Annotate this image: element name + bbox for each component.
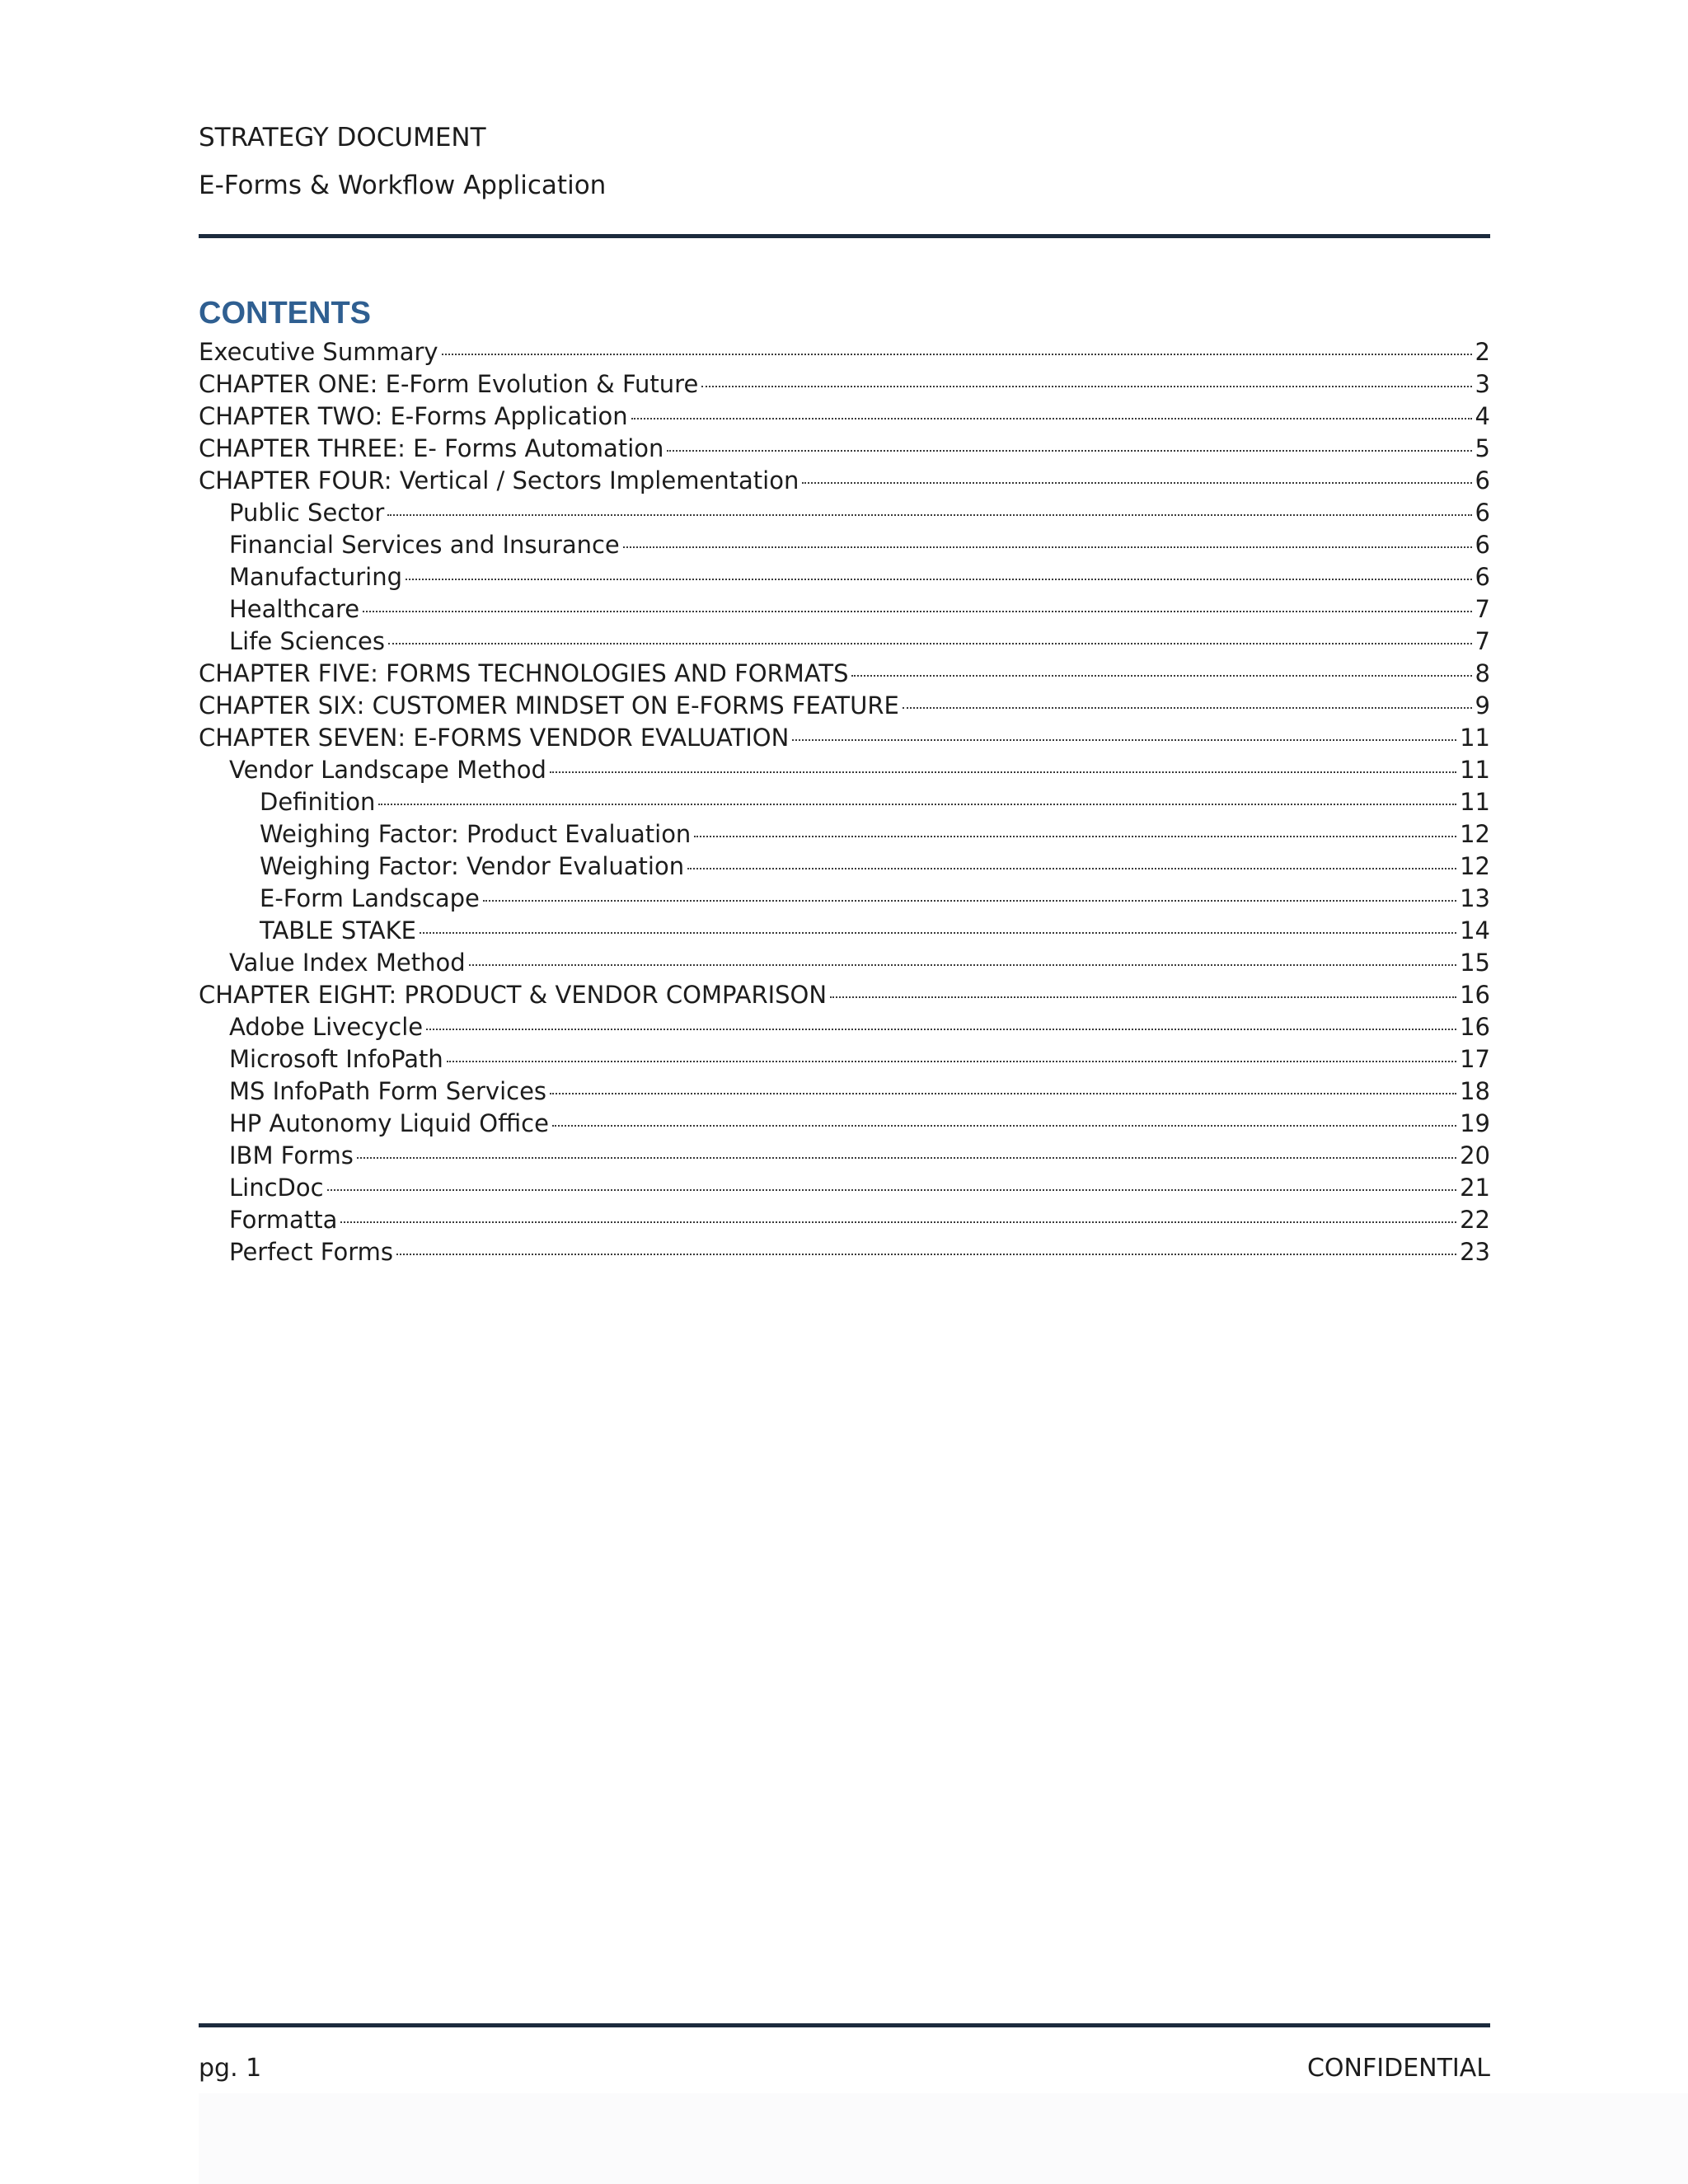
toc-entry-page: 4 xyxy=(1475,402,1490,430)
toc-entry-label: Vendor Landscape Method xyxy=(229,756,546,784)
toc-entry[interactable] xyxy=(199,658,1490,690)
toc-entry-page: 11 xyxy=(1460,724,1490,752)
toc-dot-leader xyxy=(442,354,1472,355)
toc-entry[interactable] xyxy=(199,401,1490,433)
toc-entry[interactable] xyxy=(199,1011,1490,1043)
toc-dot-leader xyxy=(420,932,1456,934)
toc-entry-page: 2 xyxy=(1475,338,1490,366)
toc-entry-label: CHAPTER FIVE: FORMS TECHNOLOGIES AND FORMATS xyxy=(199,659,849,687)
toc-entry[interactable] xyxy=(199,529,1490,561)
header-divider xyxy=(199,234,1490,238)
toc-entry-label: CHAPTER SIX: CUSTOMER MINDSET ON E-FORMS FEATURE xyxy=(199,691,899,719)
toc-dot-leader xyxy=(631,418,1472,419)
toc-entry-label: HP Autonomy Liquid Office xyxy=(229,1109,549,1137)
toc-entry-label: TABLE STAKE xyxy=(260,916,416,944)
toc-dot-leader xyxy=(687,868,1456,869)
toc-entry-label: Formatta xyxy=(229,1206,338,1234)
toc-entry-page: 21 xyxy=(1460,1174,1490,1202)
toc-entry-label: CHAPTER ONE: E-Form Evolution & Future xyxy=(199,370,699,398)
toc-entry[interactable] xyxy=(199,561,1490,593)
toc-entry-page: 16 xyxy=(1460,981,1490,1009)
toc-dot-leader xyxy=(387,514,1471,516)
toc-entry-page: 20 xyxy=(1460,1141,1490,1169)
toc-entry-label: Value Index Method xyxy=(229,949,466,977)
toc-entry-page: 15 xyxy=(1460,949,1490,977)
toc-entry[interactable] xyxy=(199,690,1490,722)
toc-entry[interactable] xyxy=(199,593,1490,626)
toc-entry-label: CHAPTER SEVEN: E-FORMS VENDOR EVALUATION xyxy=(199,724,790,752)
toc-entry-page: 13 xyxy=(1460,884,1490,912)
toc-entry-page: 18 xyxy=(1460,1077,1490,1105)
toc-entry[interactable] xyxy=(199,786,1490,818)
toc-dot-leader xyxy=(550,771,1456,773)
toc-entry-page: 6 xyxy=(1475,531,1490,559)
toc-dot-leader xyxy=(802,482,1471,484)
toc-entry-label: Public Sector xyxy=(229,499,385,527)
toc-dot-leader xyxy=(667,450,1471,452)
confidential-label: CONFIDENTIAL xyxy=(1306,2054,1490,2083)
toc-heading: CONTENTS xyxy=(199,296,371,330)
toc-dot-leader xyxy=(363,611,1471,612)
toc-entry-label: CHAPTER FOUR: Vertical / Sectors Implementation xyxy=(199,466,799,494)
toc-entry-page: 11 xyxy=(1460,756,1490,784)
toc-entry-page: 8 xyxy=(1475,659,1490,687)
toc-entry-page: 3 xyxy=(1475,370,1490,398)
toc-dot-leader xyxy=(552,1125,1456,1127)
toc-entry-label: E-Form Landscape xyxy=(260,884,480,912)
toc-entry-label: MS InfoPath Form Services xyxy=(229,1077,547,1105)
page-footer xyxy=(199,2048,1490,2089)
toc-entry-label: Healthcare xyxy=(229,595,360,623)
toc-entry-label: Microsoft InfoPath xyxy=(229,1045,443,1073)
document-type: STRATEGY DOCUMENT xyxy=(199,123,486,152)
toc-dot-leader xyxy=(388,643,1472,644)
toc-entry[interactable] xyxy=(199,851,1490,883)
toc-entry-page: 11 xyxy=(1460,788,1490,816)
toc-dot-leader xyxy=(701,386,1471,387)
toc-entry-label: Weighing Factor: Product Evaluation xyxy=(260,820,692,848)
toc-dot-leader xyxy=(378,804,1456,805)
toc-entry[interactable] xyxy=(199,626,1490,658)
toc-entry-label: Perfect Forms xyxy=(229,1238,393,1266)
toc-entry[interactable] xyxy=(199,722,1490,754)
toc-entry[interactable] xyxy=(199,1204,1490,1236)
toc-entry-page: 14 xyxy=(1460,916,1490,944)
toc-entry[interactable] xyxy=(199,947,1490,979)
toc-dot-leader xyxy=(447,1061,1456,1062)
toc-entry[interactable] xyxy=(199,1236,1490,1268)
toc-entry-page: 6 xyxy=(1475,466,1490,494)
toc-entry-page: 12 xyxy=(1460,852,1490,880)
footer-divider xyxy=(199,2023,1490,2027)
toc-entry-label: Financial Services and Insurance xyxy=(229,531,620,559)
page-header xyxy=(199,114,1490,209)
toc-entry-label: Weighing Factor: Vendor Evaluation xyxy=(260,852,685,880)
toc-dot-leader xyxy=(469,964,1456,966)
toc-dot-leader xyxy=(623,546,1472,548)
toc-entry[interactable] xyxy=(199,368,1490,401)
toc-entry[interactable] xyxy=(199,336,1490,368)
toc-entry[interactable] xyxy=(199,1172,1490,1204)
toc-entry-page: 12 xyxy=(1460,820,1490,848)
toc-entry[interactable] xyxy=(199,465,1490,497)
toc-dot-leader xyxy=(694,836,1456,837)
toc-entry[interactable] xyxy=(199,497,1490,529)
toc-entry[interactable] xyxy=(199,1140,1490,1172)
toc-entry[interactable] xyxy=(199,915,1490,947)
toc-dot-leader xyxy=(396,1254,1456,1255)
toc-entry[interactable] xyxy=(199,883,1490,915)
toc-entry-label: Definition xyxy=(260,788,376,816)
toc-entry[interactable] xyxy=(199,1043,1490,1076)
toc-entry-label: Manufacturing xyxy=(229,563,402,591)
toc-dot-leader xyxy=(357,1157,1456,1159)
toc-dot-leader xyxy=(426,1029,1456,1030)
toc-dot-leader xyxy=(903,707,1472,709)
toc-entry-label: Executive Summary xyxy=(199,338,438,366)
toc-entry-page: 22 xyxy=(1460,1206,1490,1234)
toc-entry[interactable] xyxy=(199,433,1490,465)
toc-entry[interactable] xyxy=(199,1108,1490,1140)
toc-entry-label: CHAPTER THREE: E- Forms Automation xyxy=(199,434,664,462)
toc-entry[interactable] xyxy=(199,754,1490,786)
toc-entry-page: 7 xyxy=(1475,627,1490,655)
toc-entry-label: IBM Forms xyxy=(229,1141,354,1169)
toc-entry-label: CHAPTER TWO: E-Forms Application xyxy=(199,402,628,430)
toc-entry[interactable] xyxy=(199,979,1490,1011)
toc-entry-label: CHAPTER EIGHT: PRODUCT & VENDOR COMPARISON xyxy=(199,981,828,1009)
page-number: pg. 1 xyxy=(199,2054,262,2083)
toc-entry-page: 7 xyxy=(1475,595,1490,623)
toc-dot-leader xyxy=(792,739,1456,741)
document-title: E-Forms & Workflow Application xyxy=(199,171,607,200)
toc-entry[interactable] xyxy=(199,1076,1490,1108)
toc-entry-page: 17 xyxy=(1460,1045,1490,1073)
toc-dot-leader xyxy=(830,996,1456,998)
toc-entry-page: 9 xyxy=(1475,691,1490,719)
toc-entry-label: Life Sciences xyxy=(229,627,386,655)
page-shadow xyxy=(199,2093,1688,2184)
toc-entry-label: Adobe Livecycle xyxy=(229,1013,424,1041)
toc-entry-page: 6 xyxy=(1475,563,1490,591)
toc-dot-leader xyxy=(406,579,1472,580)
toc-entry-page: 19 xyxy=(1460,1109,1490,1137)
toc-dot-leader xyxy=(483,900,1456,902)
toc-dot-leader xyxy=(550,1093,1456,1094)
toc-entry-page: 23 xyxy=(1460,1238,1490,1266)
toc-entry[interactable] xyxy=(199,818,1490,851)
toc-entry-page: 6 xyxy=(1475,499,1490,527)
table-of-contents xyxy=(199,290,1490,1268)
toc-dot-leader xyxy=(327,1189,1457,1191)
toc-entry-label: LincDoc xyxy=(229,1174,324,1202)
toc-dot-leader xyxy=(851,675,1471,677)
toc-dot-leader xyxy=(340,1221,1456,1223)
toc-entry-page: 5 xyxy=(1475,434,1490,462)
toc-entry-page: 16 xyxy=(1460,1013,1490,1041)
toc-list xyxy=(199,336,1490,1268)
